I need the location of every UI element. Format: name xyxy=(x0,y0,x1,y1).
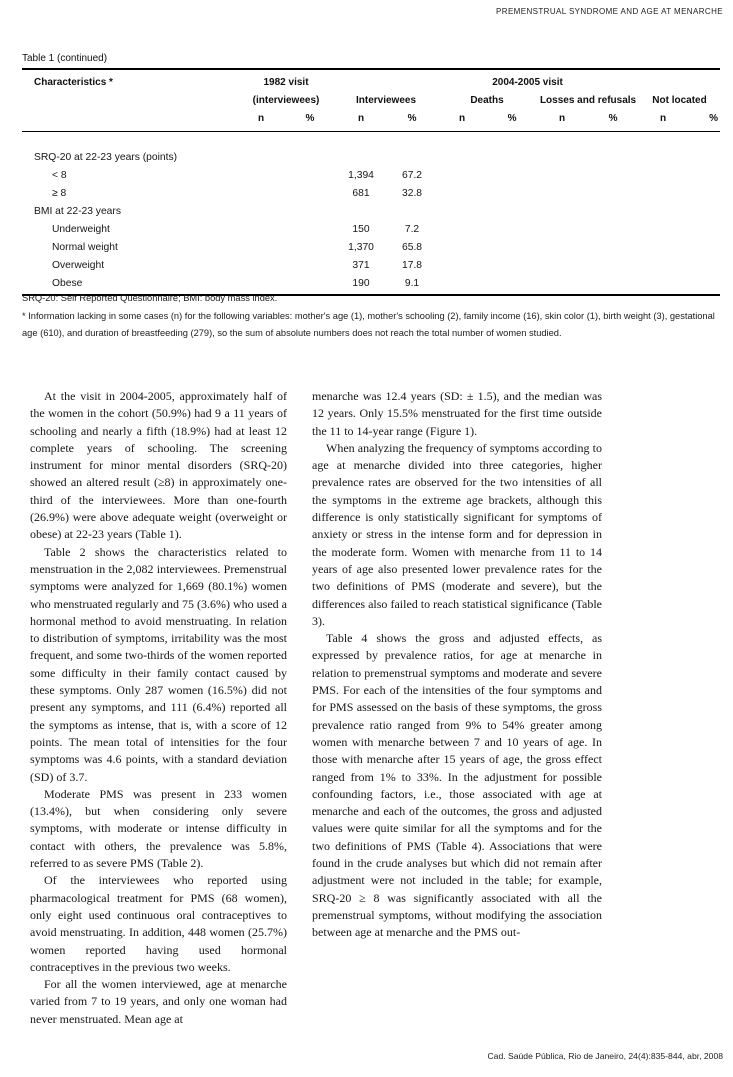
row-label: Overweight xyxy=(52,260,105,271)
table-cell xyxy=(587,235,639,253)
table-row xyxy=(22,217,720,235)
col-n: n xyxy=(537,110,587,132)
table-cell xyxy=(487,253,537,271)
table-cell xyxy=(587,199,639,217)
table-cell xyxy=(639,199,687,217)
paragraph: Table 2 shows the characteristics related to menstruation in the 2,082 interviewees. Premenstrual symptoms were analyzed for 1,669 (80.1%) women who menstruated regularly and 75 (3.6%) who used a hormonal method to avoid menstruating. In relation to distribution of symptoms, irritability was the most frequent, and some two-thirds of the women reported some difficulty in their family contact caused by these symptoms. Only 287 women (16.5%) did not present any symptoms, and 111 (6.4%) reported all the symptoms as intense, that is, with a score of 12 points. The mean total of intensities for the four symptoms was 4.6 points, with a standard deviation (SD) of 3.7. xyxy=(30,544,287,784)
paragraph: menarche was 12.4 years (SD: ± 1.5), and the median was 12 years. Only 15.5% menstruated for the first time outside the 11 to 14-year range (Figure 1). xyxy=(312,389,602,438)
table-cell xyxy=(687,235,720,253)
table-cell: 67.2 xyxy=(401,170,423,181)
table-cell xyxy=(537,235,587,253)
table-header-row-subgroups xyxy=(22,92,720,110)
table-cell xyxy=(487,235,537,253)
table-cell xyxy=(537,181,587,199)
table-cell xyxy=(687,217,720,235)
col-n: n xyxy=(237,110,285,132)
table-cell xyxy=(537,163,587,181)
paragraph: Table 4 shows the gross and adjusted effects, as expressed by prevalence ratios, for age at menarche in relation to premenstrual symptoms and moderate and severe PMS. For each of the intensities of the four symptoms and for PMS assessed on the basis of these symptoms, the gross prevalence ratio ranged from 9% to 54% greater among women with menarche between 7 and 10 years of age. In those with menarche after 15 years of age, the gross effect ranged from 1% to 33%. In the adjustment for possible confounding factors, i.e., those associated with age at menarche and each of the outcomes, the gross and adjusted values were quite similar for all the symptoms and for the two definitions of PMS (Table 4). Associations that were found in the crude analyses but which did not remain after adjustment were not included in the table; for example, SRQ-20 ≥ 8 was significantly associated with all the premenstrual symptoms, without modifying the association between age at menarche and the PMS out- xyxy=(312,631,602,940)
table-cell: 9.1 xyxy=(387,271,437,295)
table-cell: 1,370 xyxy=(348,242,374,253)
table-cell xyxy=(639,181,687,199)
table-title: Table 1 (continued) xyxy=(22,53,108,64)
table-row xyxy=(22,199,720,217)
table-cell xyxy=(437,199,487,217)
table-cell: 32.8 xyxy=(401,188,423,199)
table-cell xyxy=(437,217,487,235)
table-cell: 150 xyxy=(352,224,370,235)
col-pct: % xyxy=(387,110,437,132)
table-cell xyxy=(687,163,720,181)
col-subgroup-losses-refusals: Losses and refusals xyxy=(539,95,637,106)
table-row xyxy=(22,181,720,199)
table-header-row-groups xyxy=(22,69,720,92)
table-1-continued xyxy=(22,68,720,296)
col-group-1982-visit: 1982 visit xyxy=(237,69,335,92)
text-column-right xyxy=(312,388,602,1028)
table-row xyxy=(22,235,720,253)
paragraph: For all the women interviewed, age at menarche varied from 7 to 19 years, and only one woman had never menstruated. Mean age at xyxy=(30,977,287,1026)
table-cell xyxy=(437,235,487,253)
table-cell xyxy=(437,181,487,199)
col-subgroup-not-located: Not located xyxy=(652,95,707,106)
table-footnotes xyxy=(22,290,722,343)
table-cell xyxy=(687,132,720,164)
table-cell xyxy=(285,217,335,235)
col-subgroup-interviewees-1982: (interviewees) xyxy=(252,95,320,106)
table-cell xyxy=(437,132,487,164)
table-cell: 65.8 xyxy=(401,242,423,253)
table-row xyxy=(22,163,720,181)
table-cell xyxy=(587,253,639,271)
table-cell xyxy=(687,199,720,217)
col-pct: % xyxy=(587,110,639,132)
table-cell xyxy=(537,132,587,164)
table-footnote: * Information lacking in some cases (n) for the following variables: mother's age (1), mother's schooling (2), family income (16), skin color (1), birth weight (3), gestational age (610), and duration of breastfeeding (279), so the sum of absolute numbers does not reach the total number of women studied. xyxy=(22,310,715,338)
journal-footer: Cad. Saúde Pública, Rio de Janeiro, 24(4):835-844, abr, 2008 xyxy=(487,1051,723,1061)
col-pct: % xyxy=(487,110,537,132)
col-n: n xyxy=(437,110,487,132)
row-label: SRQ-20 at 22-23 years (points) xyxy=(34,152,178,163)
table-header-row-n-pct xyxy=(22,110,720,132)
table-cell: 681 xyxy=(352,188,370,199)
table-cell: 1,394 xyxy=(348,170,374,181)
table-cell xyxy=(285,181,335,199)
col-pct: % xyxy=(285,110,335,132)
col-group-2004-2005-visit: 2004-2005 visit xyxy=(335,69,720,92)
table-cell xyxy=(639,163,687,181)
table-cell xyxy=(237,132,285,164)
col-subgroup-deaths: Deaths xyxy=(470,95,504,106)
table-cell xyxy=(237,199,285,217)
table-cell xyxy=(387,132,437,164)
col-pct: % xyxy=(687,110,720,132)
table-cell xyxy=(587,163,639,181)
table-cell xyxy=(487,132,537,164)
paragraph: When analyzing the frequency of symptoms according to age at menarche divided into three categories, higher prevalence rates are observed for the two intensities of all the symptoms in the extreme age brackets, although this difference is only statistically significant for symptoms of anxiety or stress in the intense form and for depression in the moderate form. Women with menarche from 11 to 14 years of age also presented lower prevalence rates for the two definitions of PMS (moderate and severe), but the differences also failed to reach statistical significance (Table 3). xyxy=(312,440,602,628)
row-label: Underweight xyxy=(52,224,110,235)
table-row xyxy=(22,253,720,271)
table-cell xyxy=(285,235,335,253)
table-cell xyxy=(285,199,335,217)
table-cell xyxy=(237,217,285,235)
table-cell xyxy=(237,253,285,271)
text-column-left xyxy=(30,388,287,1028)
table-cell: 371 xyxy=(352,260,370,271)
running-head: PREMENSTRUAL SYNDROME AND AGE AT MENARCHE xyxy=(496,7,723,16)
table-cell xyxy=(487,181,537,199)
table-cell xyxy=(639,132,687,164)
table-row xyxy=(22,132,720,164)
table-cell xyxy=(587,181,639,199)
row-label: Normal weight xyxy=(52,242,118,253)
paragraph: Moderate PMS was present in 233 women (13.4%), but when considering only severe symptoms, with moderate or intense difficulty in contact with others, the prevalence was 5.8%, referred to as severe PMS (Table 2). xyxy=(30,786,287,871)
table-cell xyxy=(437,253,487,271)
table-cell xyxy=(335,132,387,164)
table-cell xyxy=(237,163,285,181)
table-cell xyxy=(237,235,285,253)
row-label: < 8 xyxy=(52,170,67,181)
col-n: n xyxy=(639,110,687,132)
table-cell xyxy=(285,163,335,181)
table-cell: 7.2 xyxy=(404,224,420,235)
row-label: BMI at 22-23 years xyxy=(34,206,121,217)
paragraph: Of the interviewees who reported using pharmacological treatment for PMS (68 women), only eight used continuous oral contraceptives to avoid menstruating. In addition, 448 women (25.7%) women reported having used hormonal contraceptives in the previous two weeks. xyxy=(30,873,287,974)
table-cell xyxy=(537,253,587,271)
row-label: Obese xyxy=(22,271,237,295)
table-cell xyxy=(487,217,537,235)
table-cell xyxy=(639,235,687,253)
col-subgroup-interviewees: Interviewees xyxy=(355,95,417,106)
table-footnote: SRQ-20: Self Reported Questionnaire; BMI: body mass index. xyxy=(22,293,278,303)
table-cell xyxy=(335,199,387,217)
table-cell xyxy=(437,163,487,181)
table-cell xyxy=(687,181,720,199)
table-cell xyxy=(639,253,687,271)
article-body xyxy=(30,388,602,1028)
row-label: ≥ 8 xyxy=(52,188,67,199)
table-cell xyxy=(487,163,537,181)
col-header-characteristics: Characteristics * xyxy=(22,69,237,92)
table-cell xyxy=(587,217,639,235)
table-cell xyxy=(237,181,285,199)
paragraph: At the visit in 2004-2005, approximately half of the women in the cohort (50.9%) had 9 a 11 years of schooling and nearly a fifth (18.9%) had at least 12 complete years of schooling. The screening instrument for minor mental disorders (SRQ-20) showed an altered result (≥8) in approximately one-third of the interviewees. More than one-fourth (26.9%) were above adequate weight (overweight or obese) at 22-23 years (Table 1). xyxy=(30,389,287,542)
table-cell xyxy=(587,132,639,164)
table-cell: 17.8 xyxy=(401,260,423,271)
table-cell xyxy=(639,217,687,235)
table-cell xyxy=(387,199,437,217)
table-1-continued-wrap xyxy=(22,68,720,296)
table-cell xyxy=(537,199,587,217)
col-n: n xyxy=(335,110,387,132)
table-cell xyxy=(487,199,537,217)
table-cell: 190 xyxy=(335,271,387,295)
table-cell xyxy=(537,217,587,235)
table-cell xyxy=(285,253,335,271)
table-cell xyxy=(687,253,720,271)
table-cell xyxy=(285,132,335,164)
